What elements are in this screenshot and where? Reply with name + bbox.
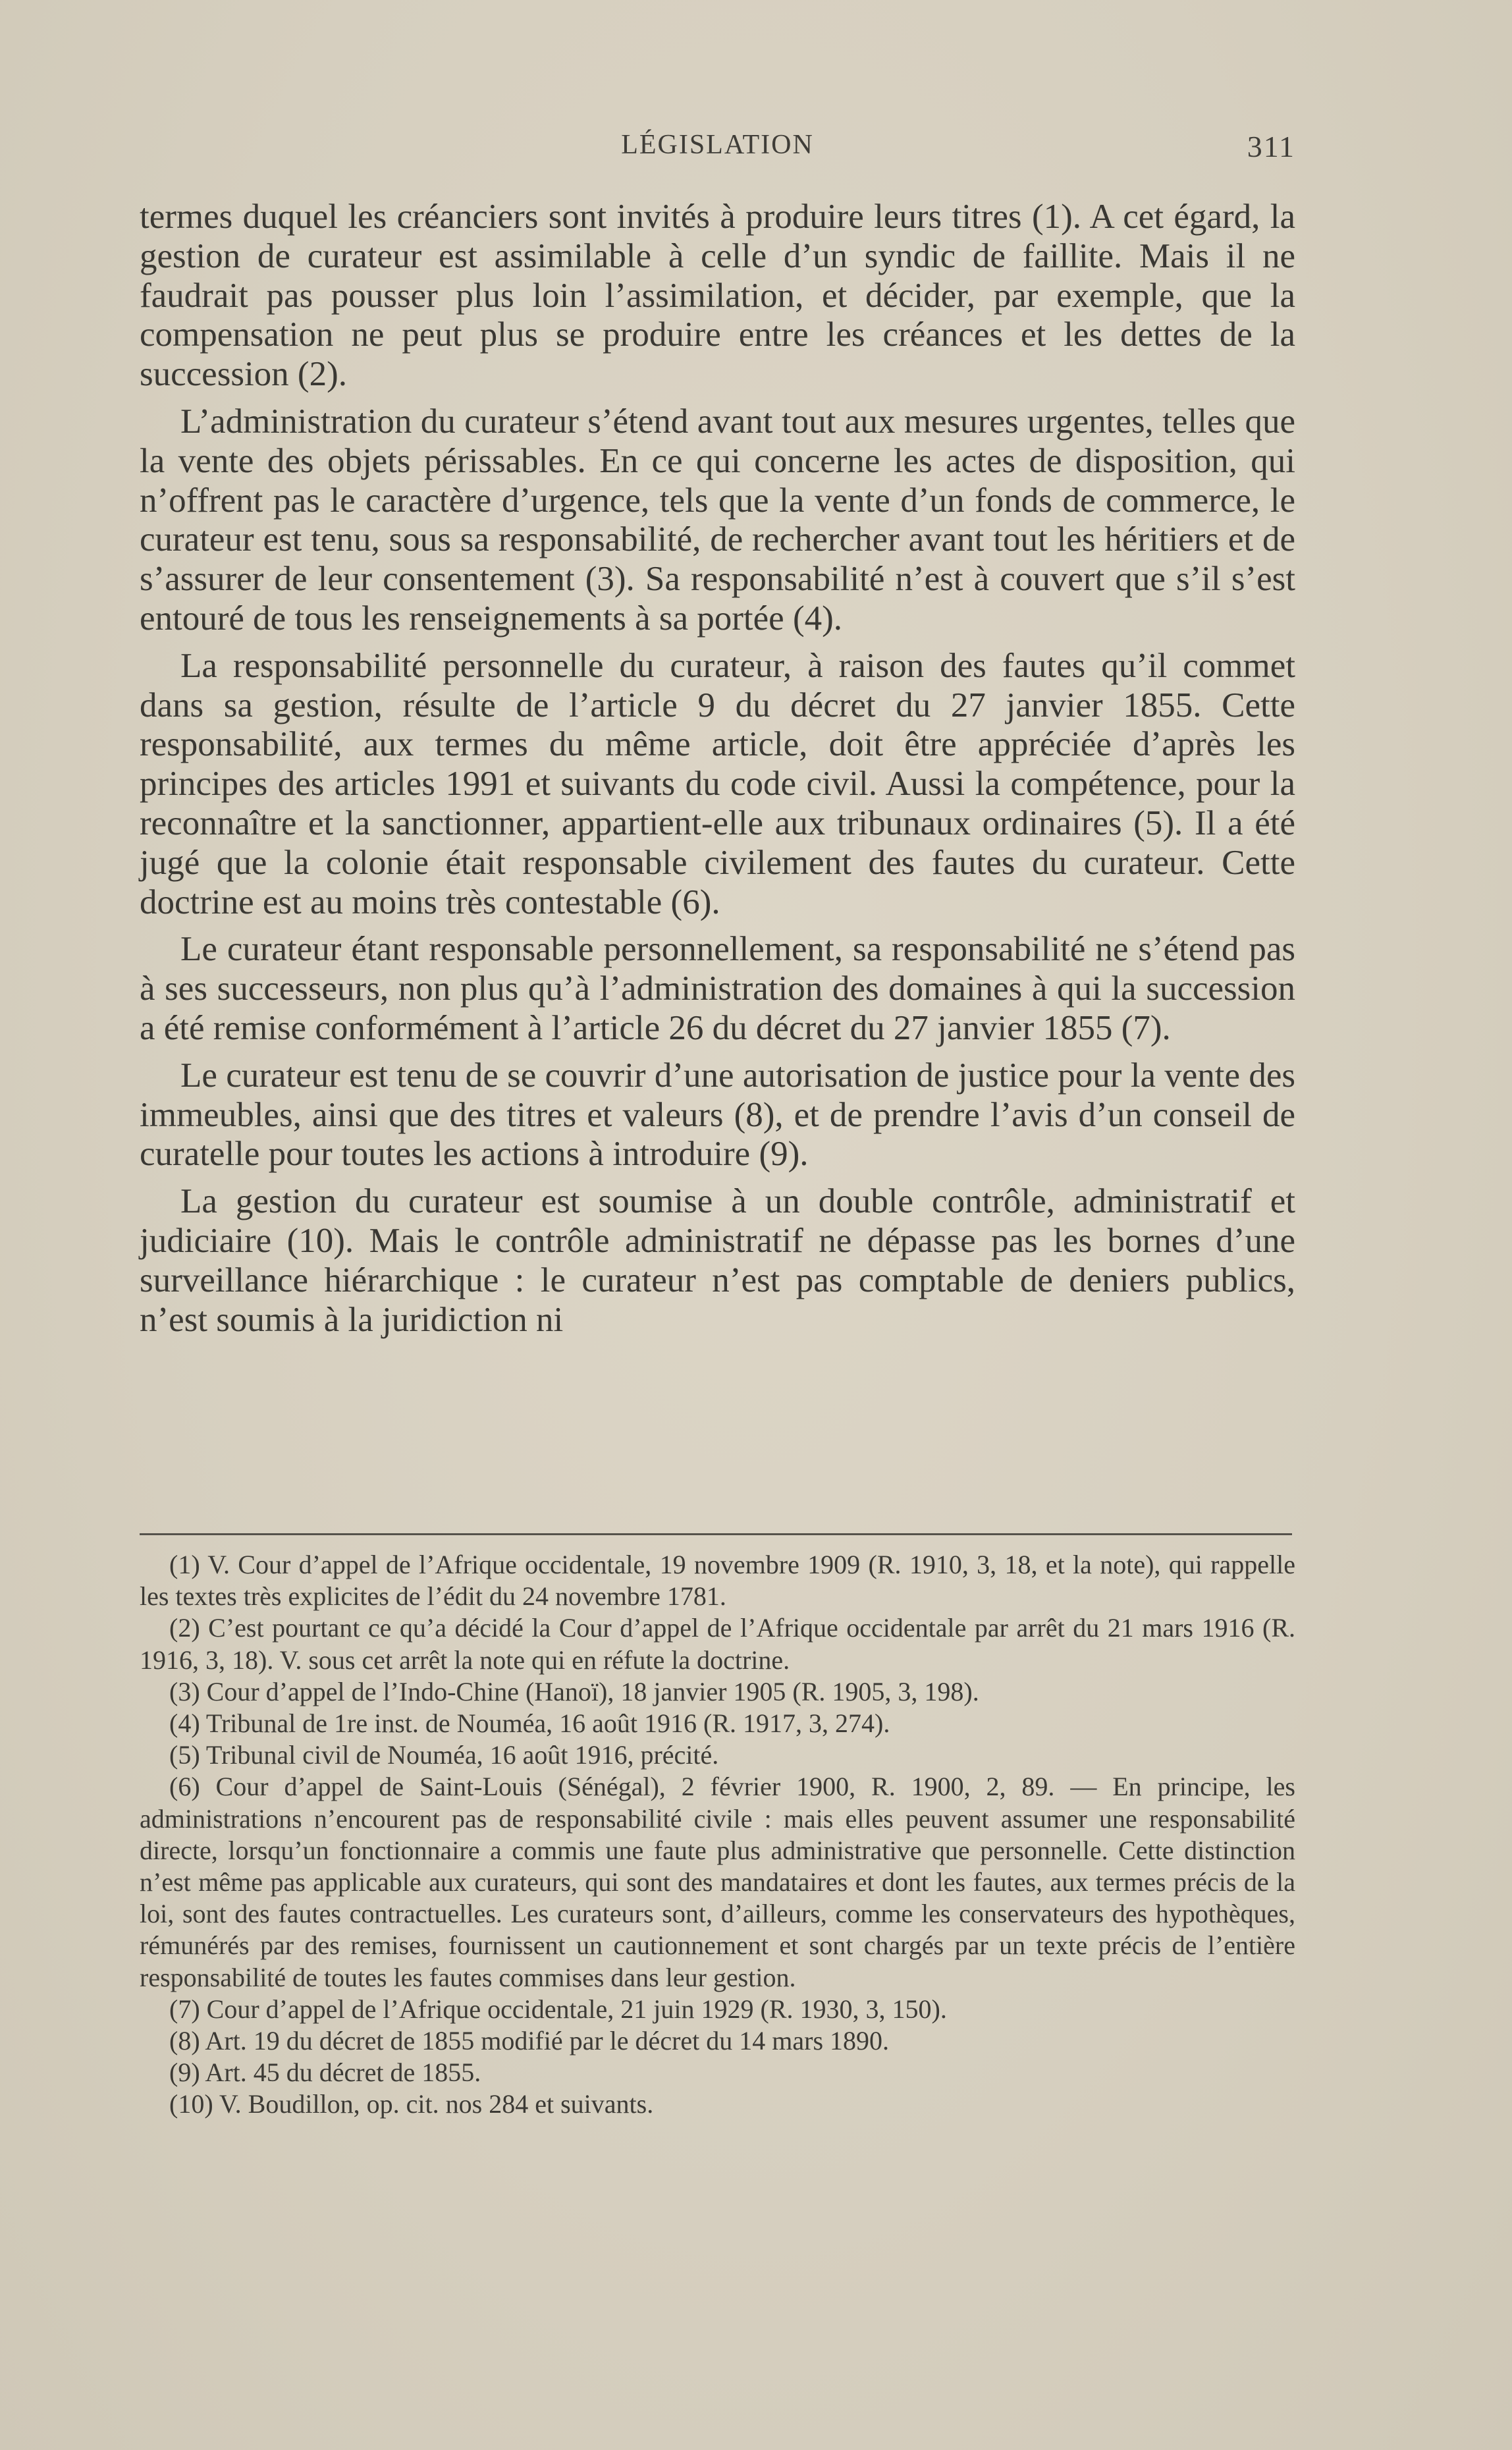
paragraph: Le curateur étant responsable personnellement, sa responsabilité ne s’étend pas à ses successeurs, non plus qu’à l’administration des domaines à qui la succession a été remise conformément à l’article 26 du décret du 27 janvier 1855 (7). xyxy=(140,930,1295,1047)
main-text xyxy=(140,198,1295,1348)
paragraph: La gestion du curateur est soumise à un double contrôle, administratif et judiciaire (10). Mais le contrôle administratif ne dépasse pas les bornes d’une surveillance hiérarchique : le curateur n’est pas comptable de deniers publics, n’est soumis à la juridiction ni xyxy=(140,1182,1295,1339)
footnote: (7) Cour d’appel de l’Afrique occidentale, 21 juin 1929 (R. 1930, 3, 150). xyxy=(169,1994,947,2024)
footnote: (2) C’est pourtant ce qu’a décidé la Cour d’appel de l’Afrique occidentale par arrêt du 21 mars 1916 (R. 1916, 3, 18). V. sous cet arrêt la note qui en réfute la doctrine. xyxy=(140,1613,1295,1675)
footnote: (3) Cour d’appel de l’Indo-Chine (Hanoï), 18 janvier 1905 (R. 1905, 3, 198). xyxy=(169,1676,979,1706)
running-title: LÉGISLATION xyxy=(621,130,814,160)
footnote: (5) Tribunal civil de Nouméa, 16 août 1916, précité. xyxy=(169,1740,719,1770)
paragraph: termes duquel les créanciers sont invités à produire leurs titres (1). A cet égard, la gestion de curateur est assimilable à celle d’un syndic de faillite. Mais il ne faudrait pas pousser plus loin l’assimilation, et décider, par exemple, que la compensation ne peut plus se produire entre les créances et les dettes de la succession (2). xyxy=(140,198,1295,394)
footnote: (4) Tribunal de 1re inst. de Nouméa, 16 août 1916 (R. 1917, 3, 274). xyxy=(169,1708,890,1739)
footnotes xyxy=(140,1549,1295,2121)
paragraph: L’administration du curateur s’étend avant tout aux mesures urgentes, telles que la vente des objets périssables. En ce qui concerne les actes de disposition, qui n’offrent pas le caractère d’urgence, tels que la vente d’un fonds de commerce, le curateur est tenu, sous sa responsabilité, de rechercher avant tout les héritiers et de s’assurer de leur consentement (3). Sa responsabilité n’est à couvert que s’il s’est entouré de tous les renseignements à sa portée (4). xyxy=(140,402,1295,638)
paragraph: Le curateur est tenu de se couvrir d’une autorisation de justice pour la vente des immeubles, ainsi que des titres et valeurs (8), et de prendre l’avis d’un conseil de curatelle pour toutes les actions à introduire (9). xyxy=(140,1056,1295,1174)
footnote: (6) Cour d’appel de Saint-Louis (Sénégal), 2 février 1900, R. 1900, 2, 89. — En principe, les administrations n’encourent pas de responsabilité civile : mais elles peuvent assumer une responsabilité directe, lorsqu’un fonctionnaire a commis une faute plus administrative que personnelle. Cette distinction n’est même pas applicable aux curateurs, qui sont des mandataires et dont les fautes, aux termes précis de la loi, sont des fautes contractuelles. Les curateurs sont, d’ailleurs, comme les conservateurs des hypothèques, rémunérés par des remises, fournissent un cautionnement et sont chargés par un texte précis de l’entière responsabilité de toutes les fautes commises dans leur gestion. xyxy=(140,1772,1295,1992)
footnote: (1) V. Cour d’appel de l’Afrique occidentale, 19 novembre 1909 (R. 1910, 3, 18, et la note), qui rappelle les textes très explicites de l’édit du 24 novembre 1781. xyxy=(140,1550,1295,1612)
running-header xyxy=(140,129,1295,175)
footnote: (8) Art. 19 du décret de 1855 modifié par le décret du 14 mars 1890. xyxy=(169,2026,890,2056)
page-number: 311 xyxy=(1247,130,1295,163)
paragraph: La responsabilité personnelle du curateur, à raison des fautes qu’il commet dans sa gestion, résulte de l’article 9 du décret du 27 janvier 1855. Cette responsabilité, aux termes du même article, doit être appréciée d’après les principes des articles 1991 et suivants du code civil. Aussi la compétence, pour la reconnaître et la sanctionner, appartient-elle aux tribunaux ordinaires (5). Il a été jugé que la colonie était responsable civilement des fautes du curateur. Cette doctrine est au moins très contestable (6). xyxy=(140,646,1295,921)
footnote: (10) V. Boudillon, op. cit. nos 284 et suivants. xyxy=(169,2089,654,2119)
footnote: (9) Art. 45 du décret de 1855. xyxy=(169,2057,481,2088)
footnote-divider xyxy=(140,1533,1292,1535)
